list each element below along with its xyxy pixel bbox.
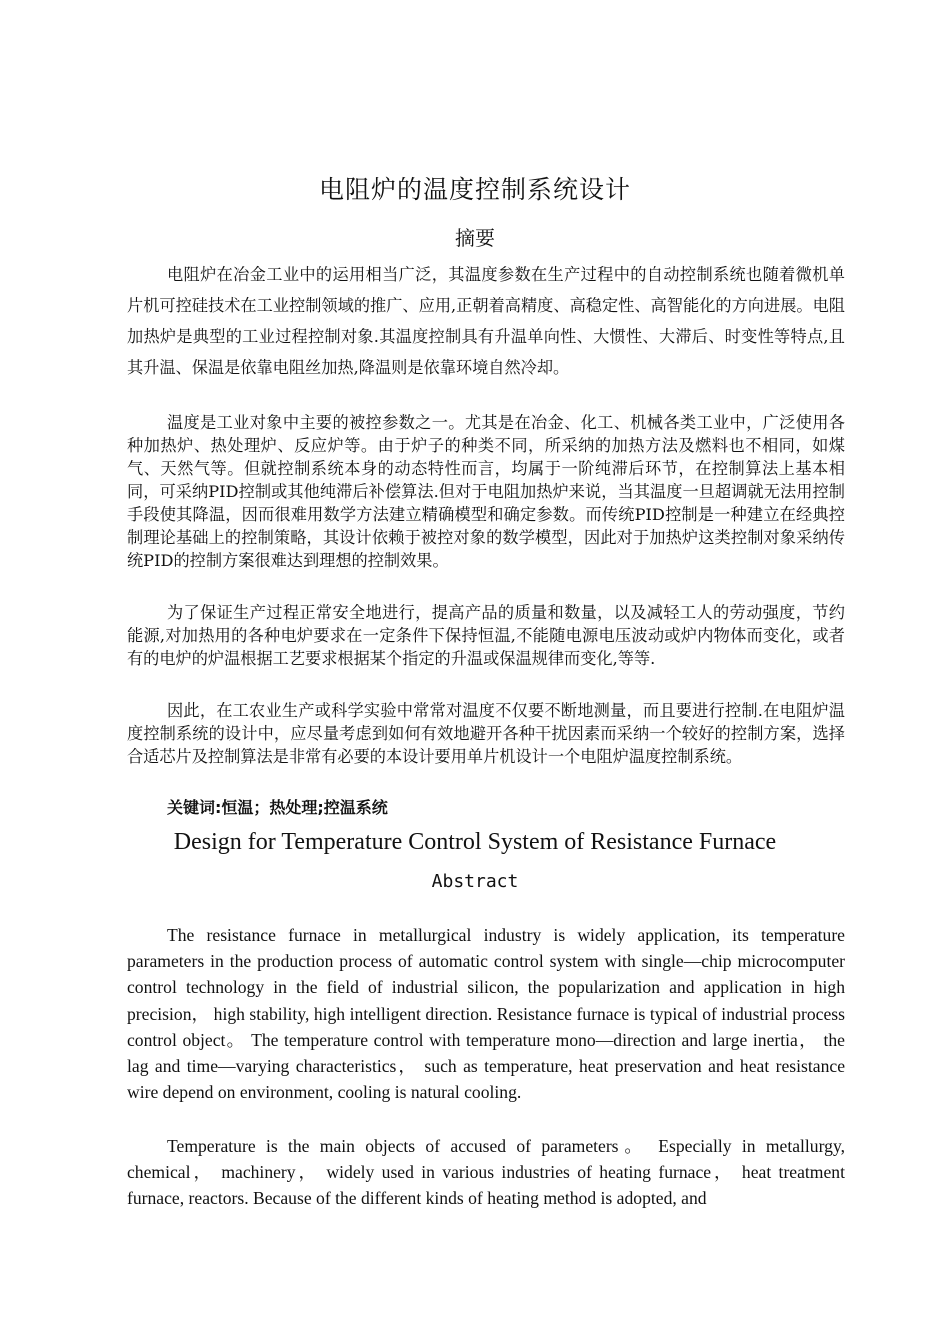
chinese-abstract-heading: 摘要 [455, 226, 495, 250]
chinese-paragraph-4: 因此，在工农业生产或科学实验中常常对温度不仅要不断地测量，而且要进行控制.在电阻炉温度控制系统的设计中，应尽量考虑到如何有效地避开各种干扰因素而采纳一个较好的控制方案，选择合适芯片及控制算法是非常有必要的本设计要用单片机设计一个电阻炉温度控制系统。 [127, 701, 845, 766]
english-paragraph-1: The resistance furnace in metallurgical industry is widely application, its temperature parameters in the production process of automatic control system with single—chip microcomputer control technology in the field of industrial silicon, the popularization and application in high precision， high stability, high intelligent direction. Resistance furnace is typical of industrial process control object。 The temperature control with temperature mono—direction and large inertia， the lag and time—varying characteristics， such as temperature, heat preservation and heat resistance wire depend on environment, cooling is natural cooling. [127, 925, 845, 1103]
english-paragraph-2: Temperature is the main objects of accused of parameters。 Especially in metallurgy, chemical， machinery， widely used in various industries of heating furnace， heat treatment furnace, reactors. Because of the different kinds of heating method is adopted, and [127, 1136, 845, 1209]
chinese-paragraph-1: 电阻炉在冶金工业中的运用相当广泛，其温度参数在生产过程中的自动控制系统也随着微机单片机可控硅技术在工业控制领域的推广、应用,正朝着高精度、高稳定性、高智能化的方向进展。电阻加热炉是典型的工业过程控制对象.其温度控制具有升温单向性、大惯性、大滞后、时变性等特点,且其升温、保温是依靠电阻丝加热,降温则是依靠环境自然冷却。 [127, 265, 845, 377]
chinese-paragraph-3: 为了保证生产过程正常安全地进行，提高产品的质量和数量，以及减轻工人的劳动强度，节约能源,对加热用的各种电炉要求在一定条件下保持恒温,不能随电源电压波动或炉内物体而变化，或者有的电炉的炉温根据工艺要求根据某个指定的升温或保温规律而变化,等等. [127, 603, 845, 668]
english-abstract-heading: Abstract [431, 871, 519, 892]
chinese-keywords: 关键词:恒温；热处理;控温系统 [167, 798, 388, 817]
chinese-title: 电阻炉的温度控制系统设计 [318, 175, 631, 204]
chinese-paragraph-2: 温度是工业对象中主要的被控参数之一。尤其是在冶金、化工、机械各类工业中，广泛使用各种加热炉、热处理炉、反应炉等。由于炉子的种类不同，所采纳的加热方法及燃料也不相同，如煤气、天然气等。但就控制系统本身的动态特性而言，均属于一阶纯滞后环节，在控制算法上基本相同，可采纳PID控制或其他纯滞后补偿算法.但对于电阻加热炉来说，当其温度一旦超调就无法用控制手段使其降温，因而很难用数学方法建立精确模型和确定参数。而传统PID控制是一种建立在经典控制理论基础上的控制策略，其设计依赖于被控对象的数学模型，因此对于加热炉这类控制对象采纳传统PID的控制方案很难达到理想的控制效果。 [127, 413, 845, 570]
english-title: Design for Temperature Control System of Resistance Furnace [173, 829, 777, 855]
